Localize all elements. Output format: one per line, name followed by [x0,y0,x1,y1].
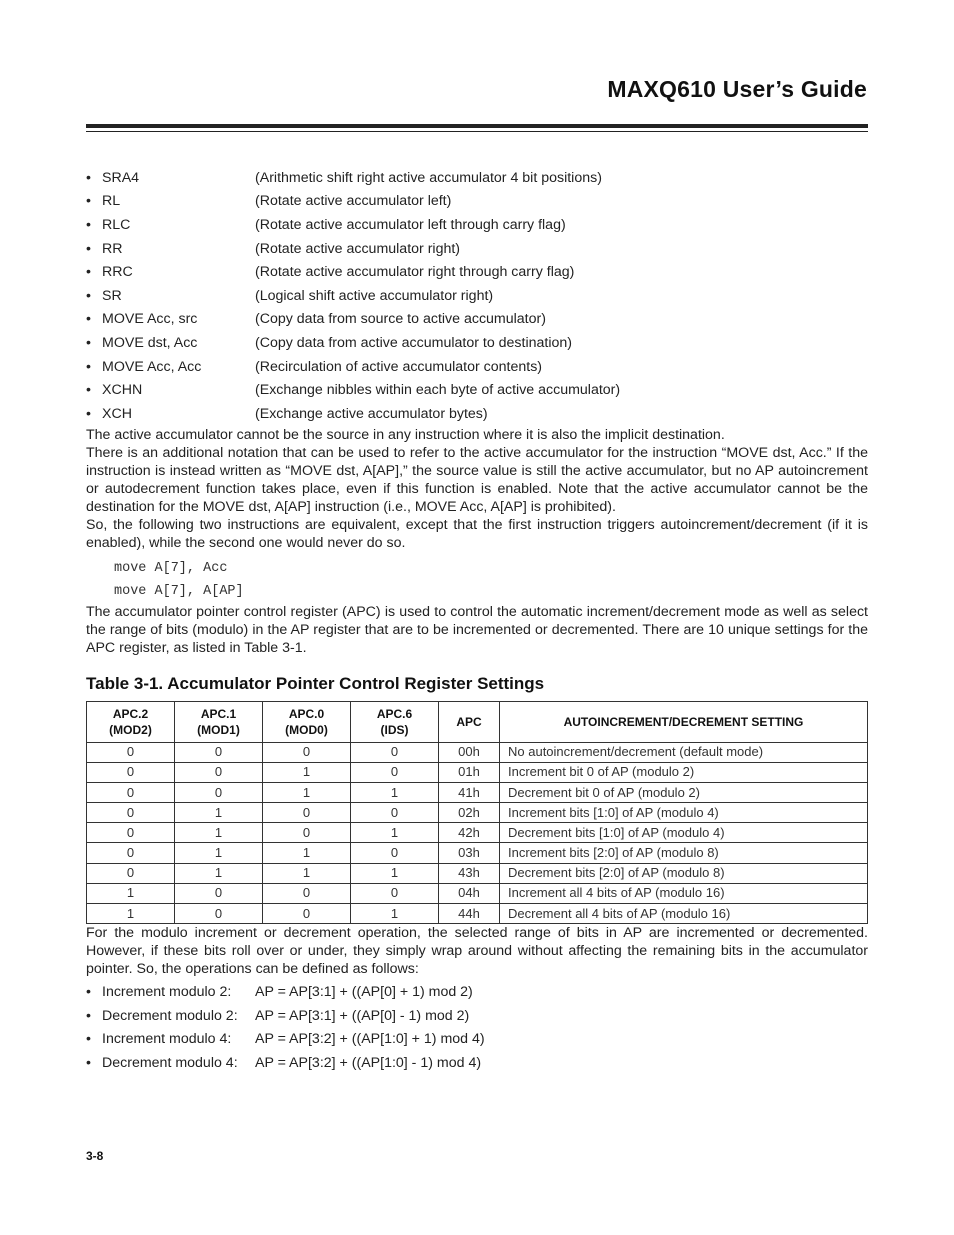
table-cell: Increment bits [2:0] of AP (modulo 8) [500,843,868,863]
operation-list [86,980,868,1074]
table-cell: 0 [175,742,263,762]
table-cell: Increment bits [1:0] of AP (modulo 4) [500,803,868,823]
instruction-mnemonic: RLC [102,216,131,233]
table-cell: 0 [87,803,175,823]
table-cell: 0 [87,782,175,802]
table-cell: Decrement bits [2:0] of AP (modulo 8) [500,863,868,883]
bullet-icon: • [86,405,91,422]
table-cell: 1 [351,904,439,924]
instruction-mnemonic: RR [102,240,123,257]
column-header-line: (MOD0) [285,722,328,737]
instruction-mnemonic: XCH [102,405,132,422]
operation-label: Increment modulo 4: [102,1031,232,1048]
bullet-icon: • [86,358,91,375]
instruction-description: (Rotate active accumulator right) [255,240,461,257]
table-cell: 1 [263,863,351,883]
table-cell: 0 [87,762,175,782]
column-header [351,701,439,742]
table-cell: 42h [439,823,500,843]
table-cell: 0 [87,843,175,863]
table-cell: 1 [351,863,439,883]
table-cell: 41h [439,782,500,802]
list-item [86,190,868,214]
table-row [87,904,868,924]
table-cell: 0 [175,782,263,802]
instruction-mnemonic: RRC [102,264,133,281]
table-cell: 0 [175,904,263,924]
table-cell: 0 [87,863,175,883]
column-header-line: APC.0 [288,706,325,721]
column-header-line: (MOD1) [197,722,240,737]
column-header-line: (IDS) [380,722,409,737]
instruction-description: (Exchange nibbles within each byte of active accumulator) [255,382,621,399]
paragraph-notation: There is an additional notation that can be used to refer to the active accumulator for the instruction “MOVE dst, Acc.” If the instruction is instead written as “MOVE dst, A[AP],” the source value is still the active accumulator, but no AP autoincrement or autodecrement function takes place, even if this function is enabled. Note that the active accumulator cannot be the destination for the MOVE dst, A[AP] instruction (i.e., MOVE Acc, A[AP] is prohibited). [86,444,868,515]
instruction-mnemonic: RL [102,193,121,210]
table-cell: 0 [351,843,439,863]
instruction-mnemonic: MOVE dst, Acc [102,334,198,351]
table-cell: Increment all 4 bits of AP (modulo 16) [500,883,868,903]
instruction-description: (Arithmetic shift right active accumulator 4 bit positions) [255,169,602,186]
instruction-description: (Recirculation of active accumulator contents) [255,358,543,375]
table-cell: 0 [263,883,351,903]
table-cell: 0 [351,883,439,903]
table-cell: Decrement all 4 bits of AP (modulo 16) [500,904,868,924]
table-row [87,803,868,823]
table-cell: 1 [263,782,351,802]
column-header: APC [439,701,500,742]
bullet-icon: • [86,984,91,1001]
instruction-description: (Logical shift active accumulator right) [255,287,494,304]
operation-formula: AP = AP[3:1] + ((AP[0] - 1) mod 2) [255,1007,470,1024]
operation-formula: AP = AP[3:1] + ((AP[0] + 1) mod 2) [255,984,473,1001]
table-title: Table 3-1. Accumulator Pointer Control Register Settings [86,673,545,693]
paragraph-accumulator-source: The active accumulator cannot be the source in any instruction where it is also the implicit destination. [86,426,725,443]
table-row [87,823,868,843]
code-line: move A[7], A[AP] [114,583,244,599]
instruction-description: (Exchange active accumulator bytes) [255,405,488,422]
list-item [86,284,868,308]
instruction-mnemonic: SR [102,287,122,304]
table-cell: 1 [175,803,263,823]
table-row [87,863,868,883]
column-header-line: APC.6 [376,706,413,721]
table-row [87,883,868,903]
paragraph-equivalent: So, the following two instructions are equivalent, except that the first instruction triggers autoincrement/decrement (if it is enabled), while the second one would never do so. [86,516,868,551]
column-header [87,701,175,742]
table-cell: 0 [263,803,351,823]
paragraph-apc: The accumulator pointer control register (APC) is used to control the automatic increment/decrement mode as well as select the range of bits (modulo) in the AP register that are to be incremented or decremented. There are 10 unique settings for the APC register, as listed in Table 3-1. [86,603,868,656]
list-item [86,1004,868,1028]
instruction-mnemonic: MOVE Acc, src [102,311,198,328]
instruction-mnemonic: SRA4 [102,169,140,186]
list-item [86,331,868,355]
table-header-row [87,701,868,742]
table-cell: 0 [175,883,263,903]
bullet-icon: • [86,264,91,281]
list-item [86,308,868,332]
apc-settings-table [86,701,868,925]
table-cell: 1 [351,782,439,802]
table-cell: 03h [439,843,500,863]
column-header-line: APC.2 [112,706,149,721]
table-cell: 0 [263,742,351,762]
operation-label: Decrement modulo 4: [102,1054,238,1071]
operation-formula: AP = AP[3:2] + ((AP[1:0] + 1) mod 4) [255,1031,485,1048]
page-title: MAXQ610 User’s Guide [607,76,867,102]
instruction-mnemonic: MOVE Acc, Acc [102,358,202,375]
instruction-description: (Rotate active accumulator left) [255,193,452,210]
list-item [86,237,868,261]
instruction-list [86,166,868,426]
bullet-icon: • [86,240,91,257]
table-cell: 1 [263,762,351,782]
table-cell: 0 [263,823,351,843]
table-cell: Decrement bits [1:0] of AP (modulo 4) [500,823,868,843]
table-cell: 44h [439,904,500,924]
instruction-description: (Rotate active accumulator right through carry flag) [255,264,575,281]
instruction-mnemonic: XCHN [102,382,143,399]
table-cell: 43h [439,863,500,883]
table-cell: No autoincrement/decrement (default mode) [500,742,868,762]
bullet-icon: • [86,1054,91,1071]
header-rule-thin [86,131,868,132]
list-item [86,402,868,426]
operation-label: Increment modulo 2: [102,984,232,1001]
table-cell: 02h [439,803,500,823]
table-cell: 01h [439,762,500,782]
bullet-icon: • [86,193,91,210]
list-item [86,166,868,190]
bullet-icon: • [86,287,91,304]
column-header-line: (MOD2) [109,722,152,737]
table-cell: 0 [87,742,175,762]
table-cell: 1 [263,843,351,863]
table-row [87,742,868,762]
column-header [175,701,263,742]
table-cell: Increment bit 0 of AP (modulo 2) [500,762,868,782]
table-row [87,843,868,863]
bullet-icon: • [86,169,91,186]
list-item [86,1051,868,1075]
list-item [86,378,868,402]
list-item [86,355,868,379]
header-rule-thick [86,124,868,128]
operation-label: Decrement modulo 2: [102,1007,238,1024]
page-number: 3-8 [86,1149,104,1163]
paragraph-modulo: For the modulo increment or decrement operation, the selected range of bits in AP are incremented or decremented. However, if these bits roll over or under, they simply wrap around without affecting the remaining bits in the accumulator pointer. So, the operations can be defined as follows: [86,925,868,978]
table-cell: 1 [175,843,263,863]
table-cell: 1 [87,883,175,903]
bullet-icon: • [86,1007,91,1024]
table-cell: 00h [439,742,500,762]
table-cell: 1 [175,863,263,883]
table-cell: Decrement bit 0 of AP (modulo 2) [500,782,868,802]
list-item [86,213,868,237]
bullet-icon: • [86,382,91,399]
column-header-line: APC.1 [200,706,237,721]
bullet-icon: • [86,1031,91,1048]
table-cell: 0 [87,823,175,843]
list-item [86,1027,868,1051]
list-item [86,980,868,1004]
table-row [87,762,868,782]
table-cell: 0 [175,762,263,782]
table-cell: 04h [439,883,500,903]
list-item [86,260,868,284]
column-header [263,701,351,742]
bullet-icon: • [86,334,91,351]
instruction-description: (Rotate active accumulator left through carry flag) [255,216,566,233]
instruction-description: (Copy data from active accumulator to destination) [255,334,573,351]
table-cell: 0 [263,904,351,924]
column-header: AUTOINCREMENT/DECREMENT SETTING [500,701,868,742]
page-content [86,166,868,1075]
bullet-icon: • [86,216,91,233]
table-cell: 0 [351,803,439,823]
table-cell: 1 [175,823,263,843]
code-line: move A[7], Acc [114,560,228,576]
code-block [114,557,868,603]
bullet-icon: • [86,311,91,328]
operation-formula: AP = AP[3:2] + ((AP[1:0] - 1) mod 4) [255,1054,482,1071]
table-cell: 1 [351,823,439,843]
table-cell: 0 [351,742,439,762]
table-row [87,782,868,802]
instruction-description: (Copy data from source to active accumulator) [255,311,546,328]
table-cell: 1 [87,904,175,924]
table-cell: 0 [351,762,439,782]
